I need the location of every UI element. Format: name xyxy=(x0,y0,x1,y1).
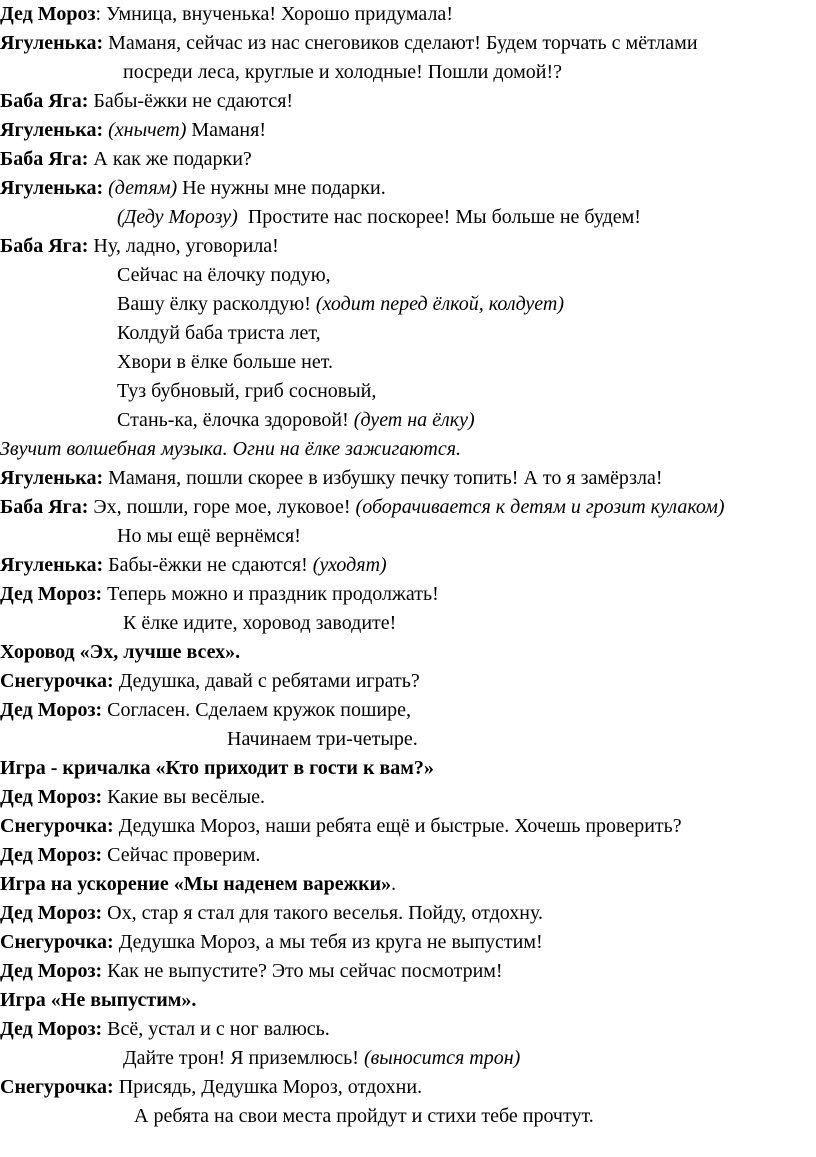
line-text: Всё, устал и с ног валюсь. xyxy=(102,1018,330,1040)
line-text: Какие вы весёлые. xyxy=(102,786,266,808)
speaker-name: Дед Мороз: xyxy=(0,699,103,721)
speaker-name: Дед Мороз: xyxy=(0,1018,103,1040)
section-heading xyxy=(0,756,434,780)
script-line xyxy=(123,1046,520,1070)
verse-line xyxy=(117,408,475,432)
script-line xyxy=(0,466,663,490)
stage-remark: (выносится трон) xyxy=(358,1047,521,1069)
script-line xyxy=(0,89,293,113)
script-line xyxy=(0,553,387,577)
script-line xyxy=(0,1017,330,1041)
line-text: А ребята на свои места пройдут и стихи тебе прочтут. xyxy=(134,1105,594,1127)
line-text: Маманя, сейчас из нас снеговиков сделают! Будем торчать с мётлами xyxy=(103,32,698,54)
script-line xyxy=(123,60,562,84)
stage-remark: (оборачивается к детям и грозит кулаком) xyxy=(350,496,725,518)
line-text: А как же подарки? xyxy=(88,148,252,170)
verse-line xyxy=(117,263,331,287)
section-heading xyxy=(0,640,240,664)
section-heading xyxy=(0,872,396,896)
line-text: Маманя, пошли скорее в избушку печку топить! А то я замёрзла! xyxy=(103,467,663,489)
line-text: Хвори в ёлке больше нет. xyxy=(117,351,333,373)
speaker-name: Дед Мороз: xyxy=(0,583,103,605)
stage-remark: (дует на ёлку) xyxy=(348,409,475,431)
line-text: Ох, стар я стал для такого веселья. Пойду, отдохну. xyxy=(102,902,543,924)
script-line xyxy=(0,1075,422,1099)
script-line xyxy=(0,959,503,983)
script-line xyxy=(0,785,265,809)
verse-line xyxy=(117,321,321,345)
line-text: Согласен. Сделаем кружок пошире, xyxy=(102,699,411,721)
speaker-name: Дед Мороз: xyxy=(0,960,103,982)
heading-text: Игра - кричалка «Кто приходит в гости к вам?» xyxy=(0,757,434,779)
line-text: Ну, ладно, уговорила! xyxy=(88,235,279,257)
script-line xyxy=(0,176,386,200)
speaker-name: Дед Мороз: xyxy=(0,786,103,808)
speaker-name: Ягуленька: xyxy=(0,554,104,576)
script-line xyxy=(0,843,260,867)
heading-period: . xyxy=(391,873,397,895)
line-text: Дедушка, давай с ребятами играть? xyxy=(113,670,420,692)
stage-direction xyxy=(0,437,461,461)
verse-line xyxy=(117,292,564,316)
script-line xyxy=(0,2,453,26)
script-line xyxy=(0,814,682,838)
stage-remark: (Деду Морозу) xyxy=(117,206,238,228)
stage-remark: (хнычет) xyxy=(103,119,187,141)
verse-line xyxy=(117,379,376,403)
line-text: Дедушка Мороз, наши ребята ещё и быстрые. Хочешь проверить? xyxy=(113,815,682,837)
line-text: Вашу ёлку расколдую! xyxy=(117,293,311,315)
speaker-name: Ягуленька: xyxy=(0,177,104,199)
speaker-name: Ягуленька: xyxy=(0,467,104,489)
speaker-name: Снегурочка: xyxy=(0,931,114,953)
line-text: Бабы-ёжки не сдаются! xyxy=(88,90,294,112)
line-text: Эх, пошли, горе мое, луковое! xyxy=(88,496,351,518)
heading-text: Игра на ускорение «Мы наденем варежки» xyxy=(0,873,392,895)
script-line xyxy=(0,901,543,925)
speaker-name: Баба Яга: xyxy=(0,235,89,257)
stage-remark: (ходит перед ёлкой, колдует) xyxy=(310,293,565,315)
script-line xyxy=(117,524,301,548)
line-text: Бабы-ёжки не сдаются! xyxy=(103,554,308,576)
stage-remark: (детям) xyxy=(103,177,178,199)
heading-text: Хоровод «Эх, лучше всех». xyxy=(0,641,241,663)
line-text: посреди леса, круглые и холодные! Пошли домой!? xyxy=(123,61,563,83)
speaker-name: Дед Мороз xyxy=(0,3,96,25)
line-text: Маманя! xyxy=(186,119,266,141)
script-line xyxy=(227,727,418,751)
line-text: Сейчас проверим. xyxy=(102,844,261,866)
script-line xyxy=(0,495,725,519)
speaker-name: Ягуленька: xyxy=(0,32,104,54)
speaker-name: Снегурочка: xyxy=(0,670,114,692)
script-line xyxy=(0,147,252,171)
line-text: Начинаем три-четыре. xyxy=(227,728,418,750)
line-text: Не нужны мне подарки. xyxy=(177,177,386,199)
line-text: Стань-ка, ёлочка здоровой! xyxy=(117,409,349,431)
speaker-name: Ягуленька: xyxy=(0,119,104,141)
line-text: Присядь, Дедушка Мороз, отдохни. xyxy=(113,1076,423,1098)
script-line xyxy=(117,205,641,229)
script-line xyxy=(0,234,279,258)
heading-text: Игра «Не выпустим». xyxy=(0,989,197,1011)
line-text: Простите нас поскорее! Мы больше не будем! xyxy=(237,206,641,228)
stage-remark: (уходят) xyxy=(307,554,387,576)
section-heading xyxy=(0,988,196,1012)
line-text: Колдуй баба триста лет, xyxy=(117,322,321,344)
speaker-name: Дед Мороз: xyxy=(0,844,103,866)
line-text: Как не выпустите? Это мы сейчас посмотрим! xyxy=(102,960,503,982)
script-line xyxy=(123,611,396,635)
line-text: Туз бубновый, гриб сосновый, xyxy=(117,380,377,402)
speaker-name: Снегурочка: xyxy=(0,1076,114,1098)
script-line xyxy=(134,1104,594,1128)
line-text: Умница, внученька! Хорошо придумала! xyxy=(101,3,453,25)
speaker-name: Баба Яга: xyxy=(0,90,89,112)
speaker-name: Дед Мороз: xyxy=(0,902,103,924)
line-text: Сейчас на ёлочку подую, xyxy=(117,264,331,286)
speaker-name: Снегурочка: xyxy=(0,815,114,837)
verse-line xyxy=(117,350,333,374)
line-text: Дедушка Мороз, а мы тебя из круга не выпустим! xyxy=(113,931,543,953)
line-text: Теперь можно и праздник продолжать! xyxy=(102,583,439,605)
script-line xyxy=(0,930,543,954)
speaker-name: Баба Яга: xyxy=(0,148,89,170)
line-text: Дайте трон! Я приземлюсь! xyxy=(123,1047,359,1069)
speaker-name: Баба Яга: xyxy=(0,496,89,518)
script-line xyxy=(0,118,266,142)
script-line xyxy=(0,31,698,55)
script-line xyxy=(0,698,411,722)
stage-text: Звучит волшебная музыка. Огни на ёлке зажигаются. xyxy=(0,438,462,460)
speaker-colon: : xyxy=(95,3,102,25)
line-text: К ёлке идите, хоровод заводите! xyxy=(123,612,397,634)
line-text: Но мы ещё вернёмся! xyxy=(117,525,301,547)
script-line xyxy=(0,582,439,606)
script-line xyxy=(0,669,420,693)
